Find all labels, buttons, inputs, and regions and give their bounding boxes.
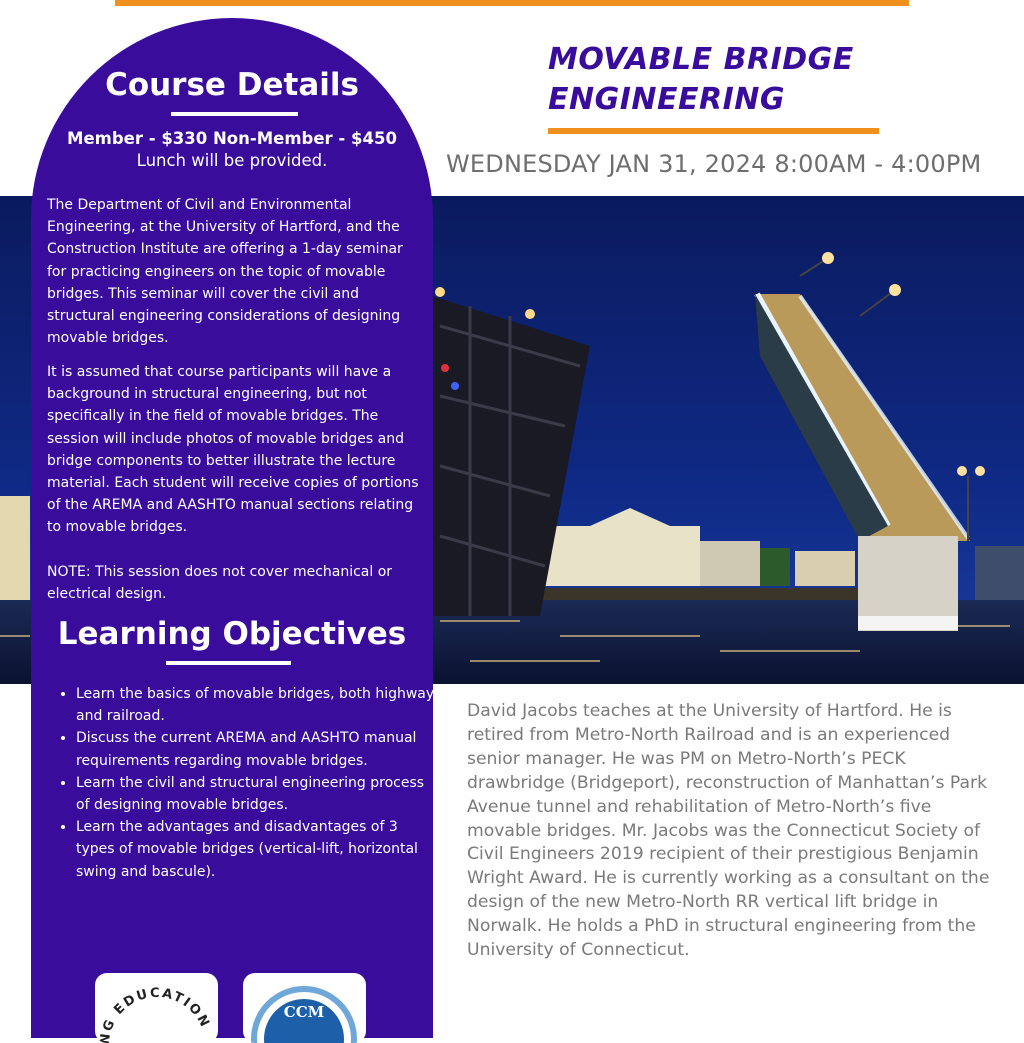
course-details-heading: Course Details xyxy=(105,67,359,103)
ccm-logo-text: CCM xyxy=(283,1003,325,1021)
note-paragraph: NOTE: This session does not cover mechanical or electrical design. xyxy=(47,564,393,603)
event-title xyxy=(548,40,854,120)
objective-item: • Discuss the current AREMA and AASHTO manual requirements regarding movable bridges. xyxy=(76,727,436,771)
instructor-bio: David Jacobs teaches at the University of Hartford. He is retired from Metro-North Railroad and is an experienced senior manager. He was PM on Metro-North’s PECK drawbridge (Bridgeport), reconstruction of Manhattan’s Park Avenue tunnel and rehabilitation of Metro-North’s five movable bridges. Mr. Jacobs was the Connecticut Society of Civil Engineers 2019 recipient of their prestigious Benjamin Wright Award. He is currently working as a consultant on the design of the new Metro-North RR vertical lift bridge in Norwalk. He holds a PhD in structural engineering from the University of Connecticut. xyxy=(467,701,990,961)
objective-item: • Learn the advantages and disadvantages of 3 types of movable bridges (vertical-lift, horizontal swing and bascule). xyxy=(76,816,436,883)
learning-objectives-underline xyxy=(166,661,291,665)
course-details-underline xyxy=(171,112,298,116)
continuing-education-logo-text: NG EDUCATION xyxy=(97,985,213,1043)
prerequisites-paragraph: It is assumed that course participants will have a background in structural engineering, but not specifically in the field of movable bridges. The session will include photos of movable bridges and bridge components to better illustrate the lecture material. Each student will receive copies of portions of the AREMA and AASHTO manual sections relating to movable bridges. xyxy=(47,364,419,536)
objective-item: • Learn the basics of movable bridges, both highway and railroad. xyxy=(76,683,436,727)
ccm-approved-logo xyxy=(243,973,366,1043)
continuing-education-logo xyxy=(95,973,218,1043)
event-date: WEDNESDAY JAN 31, 2024 8:00AM - 4:00PM xyxy=(446,150,982,178)
event-title-line2: ENGINEERING xyxy=(548,82,785,117)
lunch-note: Lunch will be provided. xyxy=(136,151,328,170)
svg-text:NG EDUCATION xyxy=(98,986,213,1043)
event-title-line1: MOVABLE BRIDGE xyxy=(548,42,854,77)
title-orange-rule xyxy=(548,128,879,134)
top-orange-rule xyxy=(115,0,909,6)
course-description-paragraph: The Department of Civil and Environmental Engineering, at the University of Hartford, and the Construction Institute are offering a 1-day seminar for practicing engineers on the topic of movable bridges. This seminar will cover the civil and structural engineering considerations of designing movable bridges. xyxy=(47,197,403,347)
objective-item: • Learn the civil and structural engineering process of designing movable bridges. xyxy=(76,772,436,816)
learning-objectives-heading: Learning Objectives xyxy=(57,616,407,652)
price-line: Member - $330 Non-Member - $450 xyxy=(67,129,397,148)
learning-objectives-list xyxy=(57,683,436,883)
